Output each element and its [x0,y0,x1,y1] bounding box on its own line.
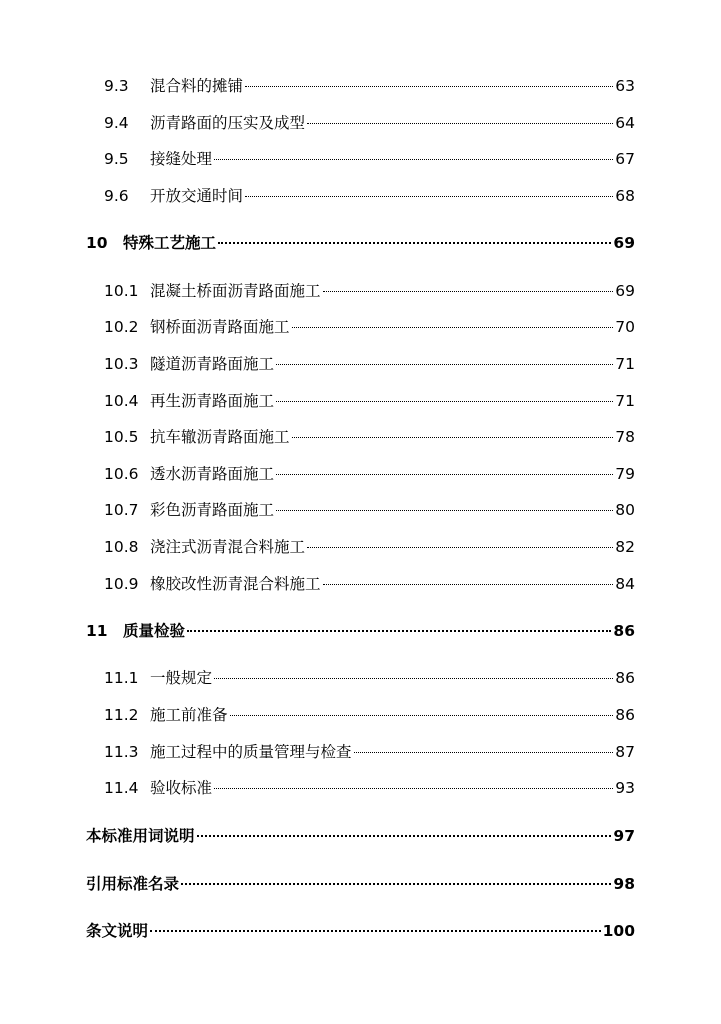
dot-leader [197,835,612,837]
toc-entry-9-4[interactable] [104,111,635,135]
section-number: 11.2 [104,706,139,724]
toc-entry-11-2[interactable] [104,703,635,727]
section-title: 浇注式沥青混合料施工 [150,538,306,556]
page-number: 64 [615,114,635,132]
toc-chapter-10[interactable] [86,231,635,255]
section-title: 橡胶改性沥青混合料施工 [150,575,321,593]
dot-leader [214,788,613,789]
section-title: 彩色沥青路面施工 [150,501,275,519]
page-number: 100 [602,922,635,940]
section-title: 隧道沥青路面施工 [150,355,275,373]
page-number: 71 [615,392,635,410]
dot-leader [214,678,613,679]
section-title: 沥青路面的压实及成型 [150,114,306,132]
section-title: 钢桥面沥青路面施工 [150,318,290,336]
dot-leader [323,291,614,292]
section-title: 透水沥青路面施工 [150,465,275,483]
section-title: 抗车辙沥青路面施工 [150,428,290,446]
toc-entry-10-1[interactable] [104,279,635,303]
page-number: 97 [613,827,635,845]
toc-entry-10-7[interactable] [104,498,635,522]
section-number: 11.4 [104,779,139,797]
dot-leader [292,327,614,328]
dot-leader [276,474,613,475]
dot-leader [276,510,613,511]
toc-entry-11-3[interactable] [104,740,635,764]
section-title: 验收标准 [150,779,213,797]
dot-leader [245,196,613,197]
chapter-number: 10 [86,234,108,252]
section-title: 再生沥青路面施工 [150,392,275,410]
toc-entry-10-5[interactable] [104,425,635,449]
page-number: 70 [615,318,635,336]
dot-leader [276,364,613,365]
page-number: 63 [615,77,635,95]
section-title: 混凝土桥面沥青路面施工 [150,282,321,300]
toc-entry-9-5[interactable] [104,147,635,171]
toc-entry-10-9[interactable] [104,572,635,596]
dot-leader [214,159,613,160]
dot-leader [323,584,614,585]
dot-leader [187,630,611,632]
page-number: 93 [615,779,635,797]
page-number: 68 [615,187,635,205]
section-number: 10.7 [104,501,139,519]
dot-leader [292,437,614,438]
section-number: 10.5 [104,428,139,446]
section-number: 10.3 [104,355,139,373]
page-number: 87 [615,743,635,761]
section-number: 10.6 [104,465,139,483]
page-number: 78 [615,428,635,446]
dot-leader [307,547,613,548]
toc-entry-10-4[interactable] [104,389,635,413]
section-number: 10.4 [104,392,139,410]
chapter-title: 条文说明 [86,922,149,940]
page-number: 98 [613,875,635,893]
section-number: 10.9 [104,575,139,593]
section-title: 混合料的摊铺 [150,77,244,95]
section-number: 11.1 [104,669,139,687]
dot-leader [307,123,613,124]
section-number: 10.2 [104,318,139,336]
dot-leader [181,883,611,885]
toc-entry-10-8[interactable] [104,535,635,559]
toc-clause-explanation[interactable] [86,919,635,943]
section-number: 9.4 [104,114,129,132]
section-number: 10.1 [104,282,139,300]
page-number: 82 [615,538,635,556]
section-number: 9.3 [104,77,129,95]
chapter-title: 本标准用词说明 [86,827,195,845]
section-number: 9.6 [104,187,129,205]
page-number: 80 [615,501,635,519]
chapter-title: 特殊工艺施工 [123,234,217,252]
section-number: 9.5 [104,150,129,168]
section-title: 一般规定 [150,669,213,687]
page-number: 86 [615,706,635,724]
section-title: 接缝处理 [150,150,213,168]
chapter-title: 质量检验 [123,622,186,640]
page-number: 86 [615,669,635,687]
dot-leader [276,401,613,402]
chapter-title: 引用标准名录 [86,875,180,893]
toc-entry-9-6[interactable] [104,184,635,208]
toc-entry-11-4[interactable] [104,776,635,800]
dot-leader [218,242,611,244]
section-title: 施工过程中的质量管理与检查 [150,743,352,761]
page-number: 86 [613,622,635,640]
page-number: 84 [615,575,635,593]
section-title: 开放交通时间 [150,187,244,205]
chapter-number: 11 [86,622,108,640]
toc-referenced-standards[interactable] [86,872,635,896]
page-number: 71 [615,355,635,373]
section-number: 11.3 [104,743,139,761]
page-number: 79 [615,465,635,483]
dot-leader [245,86,613,87]
dot-leader [230,715,614,716]
section-title: 施工前准备 [150,706,228,724]
page-number: 69 [615,282,635,300]
section-number: 10.8 [104,538,139,556]
dot-leader [150,930,601,932]
dot-leader [354,752,614,753]
toc-entry-10-6[interactable] [104,462,635,486]
page-number: 69 [613,234,635,252]
toc-entry-11-1[interactable] [104,666,635,690]
toc-entry-10-3[interactable] [104,352,635,376]
toc-entry-9-3[interactable] [104,74,635,98]
toc-wording-explanation[interactable] [86,824,635,848]
toc-chapter-11[interactable] [86,619,635,643]
toc-entry-10-2[interactable] [104,315,635,339]
page-number: 67 [615,150,635,168]
